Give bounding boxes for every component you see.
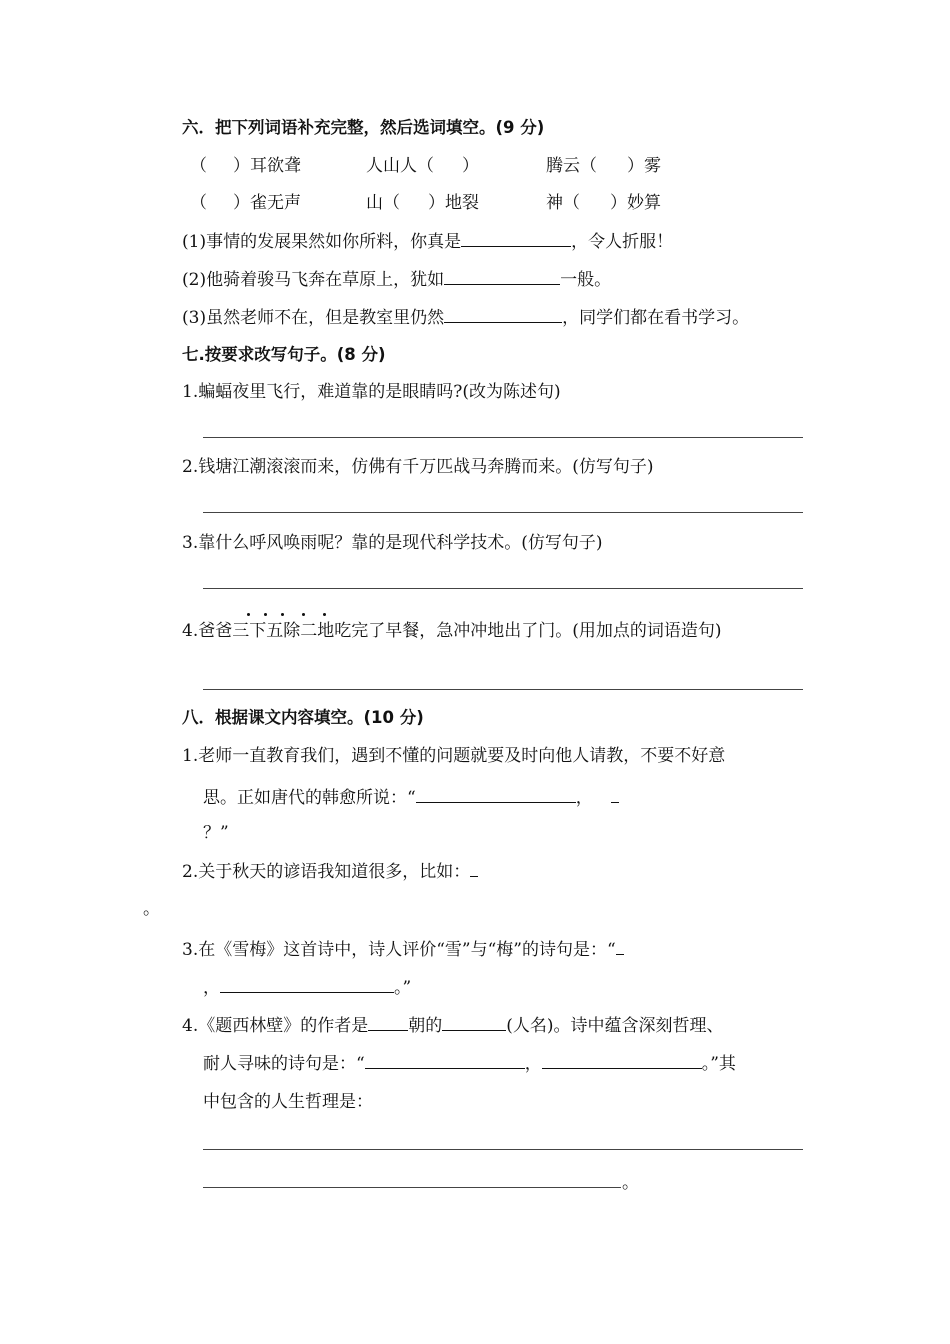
answer-line[interactable]	[203, 1149, 803, 1150]
recall-question-4-line-3: 中包含的人生哲理是：	[203, 1092, 373, 1112]
answer-line[interactable]	[203, 588, 803, 589]
answer-blank[interactable]	[542, 1052, 702, 1069]
emphasis-dot	[323, 613, 326, 616]
answer-line[interactable]	[203, 1187, 621, 1188]
rewrite-question-1: 1.蝙蝠夜里飞行，难道靠的是眼睛吗?(改为陈述句)	[182, 382, 561, 402]
recall-question-3: 3.在《雪梅》这首诗中，诗人评价“雪”与“梅”的诗句是：“	[182, 938, 624, 961]
answer-blank[interactable]	[616, 938, 624, 955]
emphasis-dot	[302, 613, 305, 616]
answer-blank[interactable]	[365, 1052, 525, 1069]
emphasis-dot	[264, 613, 267, 616]
recall-question-4-line-2: 耐人寻味的诗句是：“ ， 。”其	[203, 1054, 736, 1074]
dotted-phrase: 三下五除二	[232, 621, 318, 641]
recall-question-1-line-2: 思。正如唐代的韩愈所说：“ ，	[203, 786, 619, 809]
rewrite-question-4: 4.爸爸三下五除二地吃完了早餐，急冲冲地出了门。(用加点的词语造句)	[182, 621, 722, 641]
answer-line[interactable]	[203, 689, 803, 690]
answer-blank[interactable]	[416, 786, 576, 803]
idiom-2: 人山人（ ）	[366, 156, 479, 176]
idiom-6: 神（ ）妙算	[546, 193, 661, 213]
section-8-title: 八．根据课文内容填空。(10 分)	[182, 708, 424, 727]
answer-line[interactable]	[203, 437, 803, 438]
fill-question-1: (1)事情的发展果然如你所料，你真是 ，令人折服！	[182, 232, 674, 252]
recall-question-1-line-1: 1.老师一直教育我们，遇到不懂的问题就要及时向他人请教，不要不好意	[182, 746, 726, 766]
idiom-1: （ ）耳欲聋	[190, 156, 301, 176]
answer-blank[interactable]	[470, 860, 478, 877]
rewrite-question-2: 2.钱塘江潮滚滚而来，仿佛有千万匹战马奔腾而来。(仿写句子)	[182, 457, 654, 477]
fill-question-2: (2)他骑着骏马飞奔在草原上，犹如 一般。	[182, 270, 612, 290]
recall-question-4-end: 。	[622, 1173, 639, 1193]
answer-line[interactable]	[203, 512, 803, 513]
answer-blank[interactable]	[368, 1014, 408, 1031]
answer-blank[interactable]	[461, 230, 571, 247]
answer-blank[interactable]	[442, 1014, 506, 1031]
rewrite-question-3: 3.靠什么呼风唤雨呢？靠的是现代科学技术。(仿写句子)	[182, 533, 603, 553]
emphasis-dot	[281, 613, 284, 616]
answer-blank[interactable]	[611, 786, 619, 803]
fill-question-3: (3)虽然老师不在，但是教室里仍然 ，同学们都在看书学习。	[182, 308, 750, 328]
recall-question-4-line-1: 4.《题西林壁》的作者是 朝的 (人名)。诗中蕴含深刻哲理、	[182, 1016, 724, 1036]
idiom-4: （ ）雀无声	[190, 193, 301, 213]
idiom-5: 山（ ）地裂	[366, 193, 479, 213]
answer-blank[interactable]	[444, 306, 562, 323]
section-7-title: 七.按要求改写句子。(8 分)	[182, 345, 386, 364]
recall-question-3-line-2: ， 。”	[203, 978, 412, 998]
idiom-3: 腾云（ ）雾	[546, 156, 661, 176]
recall-question-2: 2.关于秋天的谚语我知道很多，比如：	[182, 860, 478, 883]
section-6-title: 六．把下列词语补充完整，然后选词填空。(9 分)	[182, 118, 545, 137]
recall-question-2-end: 。	[143, 899, 160, 919]
answer-blank[interactable]	[220, 976, 394, 993]
emphasis-dot	[247, 613, 250, 616]
recall-question-1-line-3: ？”	[203, 823, 229, 843]
answer-blank[interactable]	[444, 268, 560, 285]
